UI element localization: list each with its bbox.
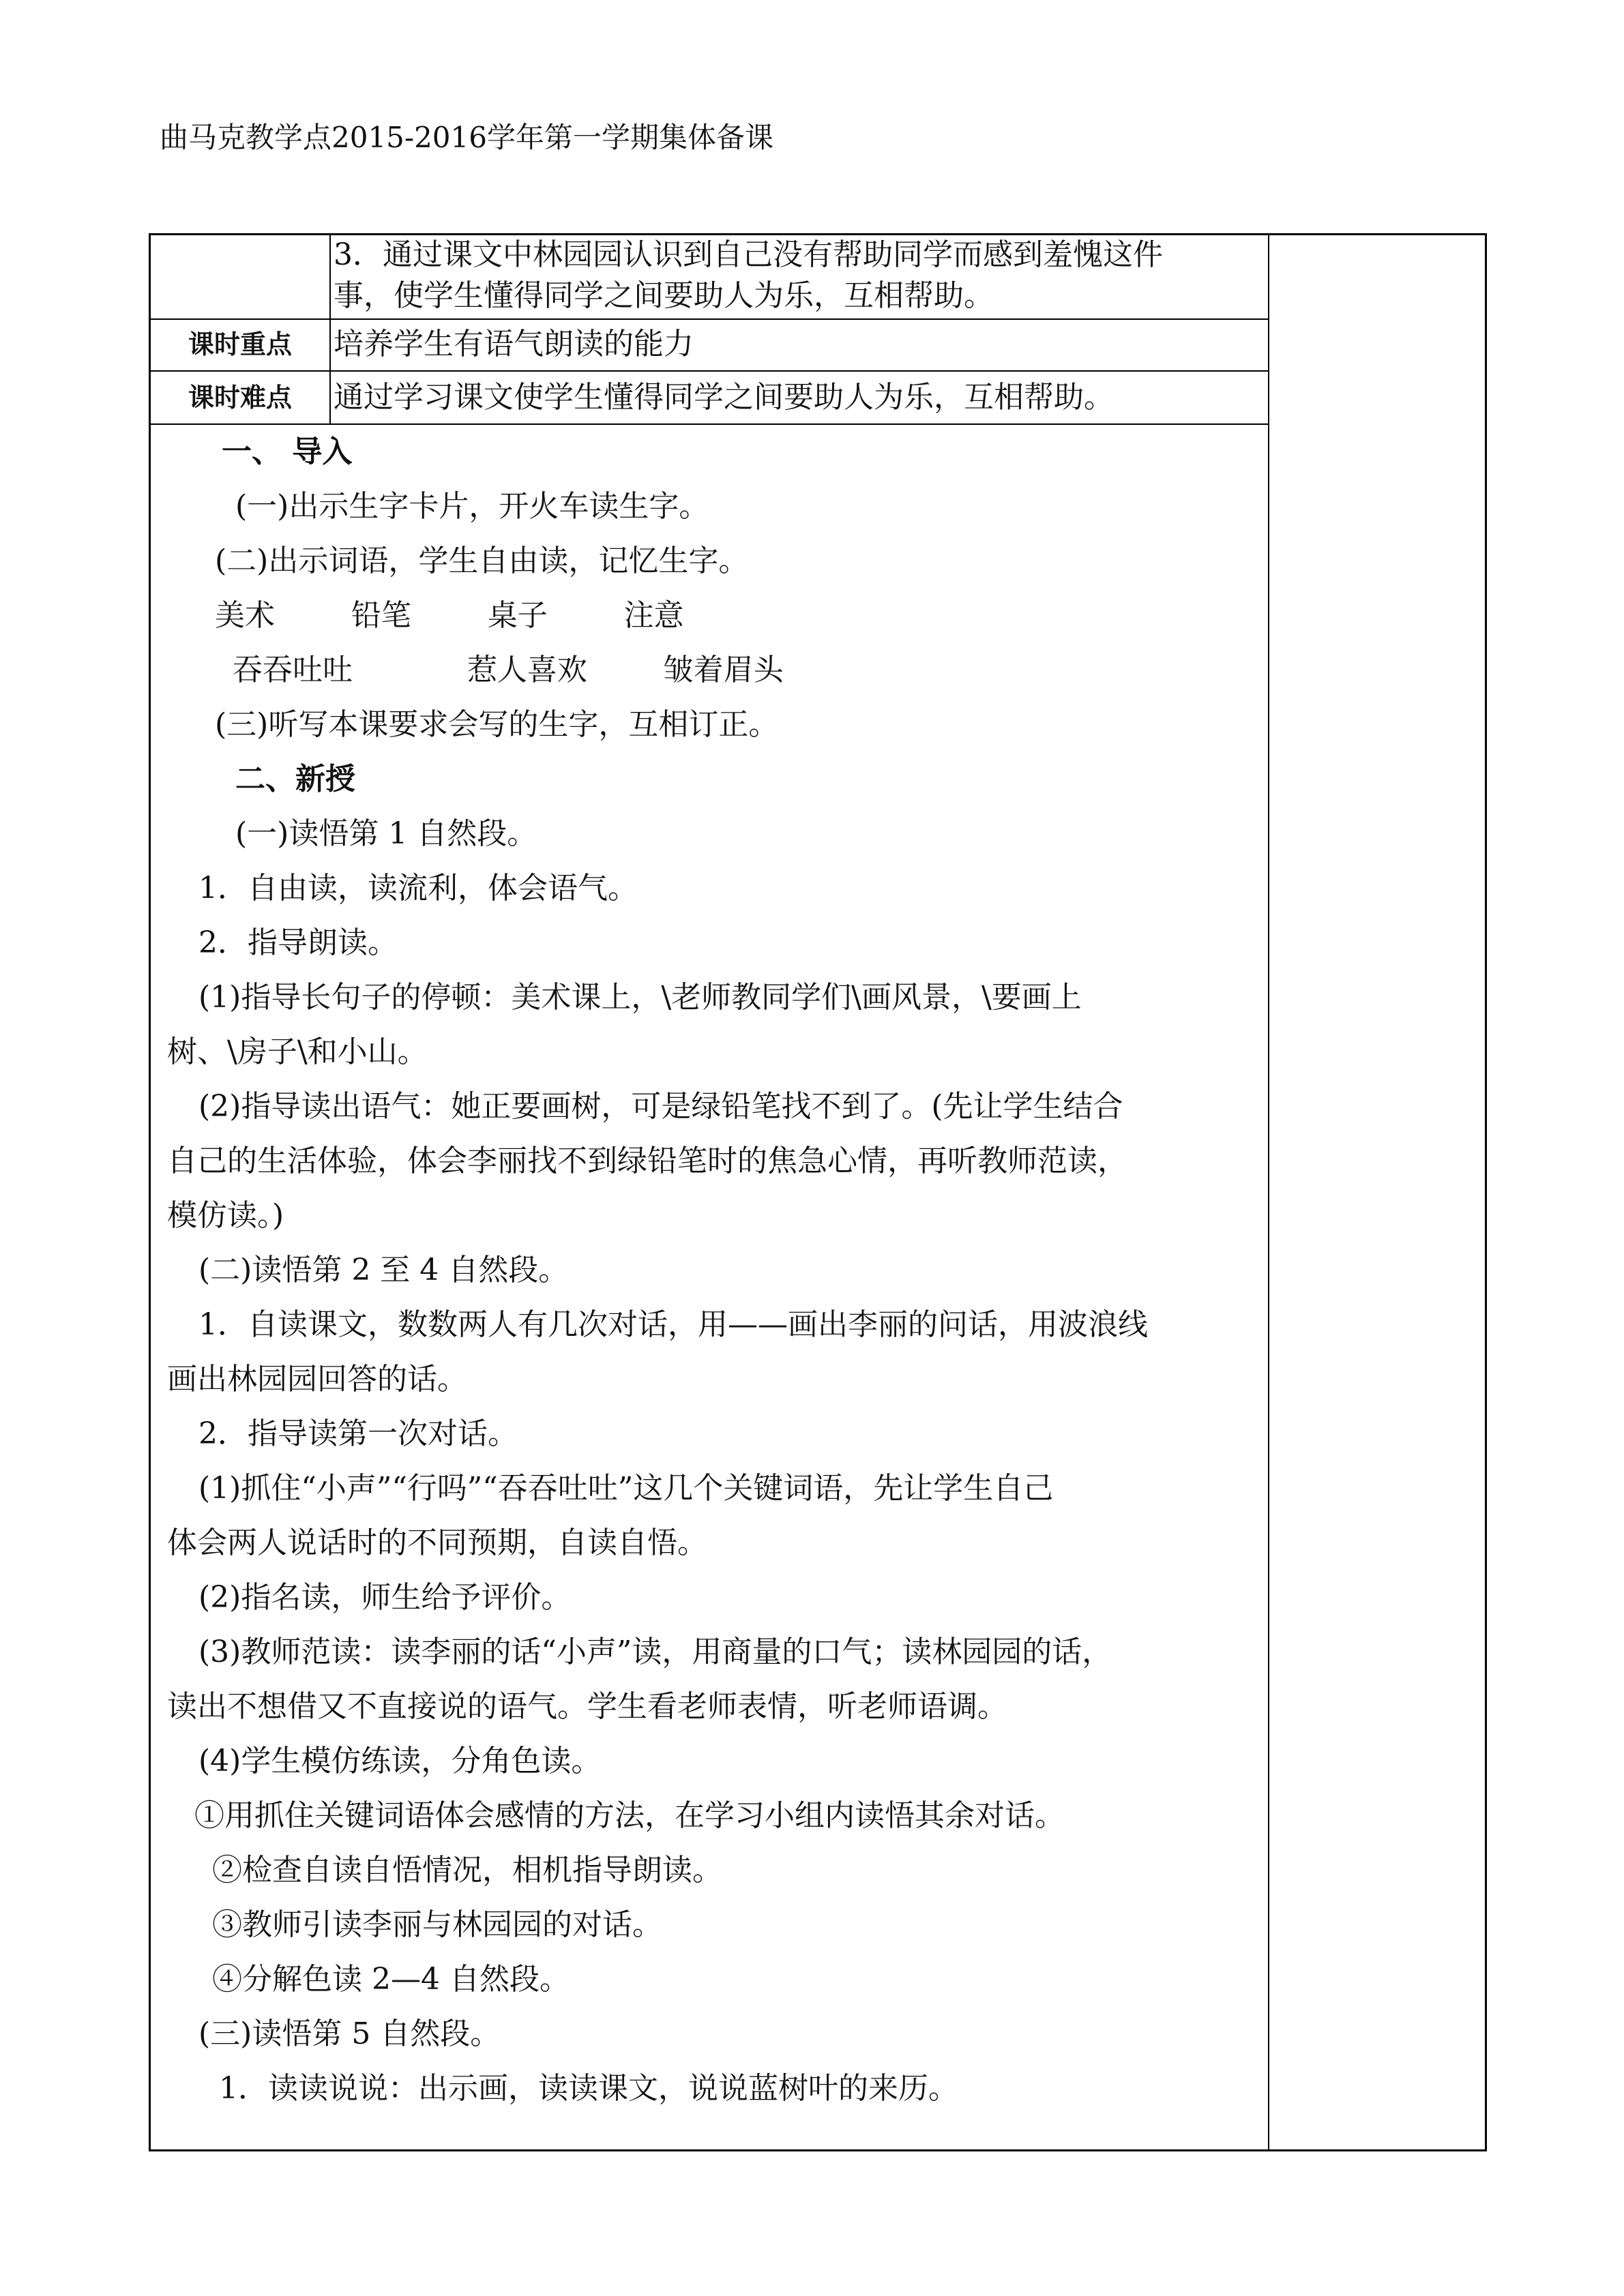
section-2-heading: 二、新授: [235, 762, 355, 796]
content-line: (2)指名读，师生给予评价。: [198, 1580, 572, 1615]
key-point-label: 课时重点: [188, 329, 292, 359]
content-line: (二)读悟第 2 至 4 自然段。: [198, 1253, 569, 1287]
right-column-divider: [1268, 235, 1269, 2151]
content-line: (1)指导长句子的停顿：美术课上，\老师教同学们\画风景，\要画上: [198, 980, 1082, 1015]
objective-3-line-2: 事，使学生懂得同学之间要助人为乐，互相帮助。: [334, 278, 994, 313]
content-line: ②检查自读自悟情况，相机指导朗读。: [212, 1853, 722, 1888]
content-line: 画出林园园回答的话。: [167, 1362, 467, 1397]
content-line: 体会两人说话时的不同预期，自读自悟。: [167, 1525, 707, 1560]
content-line: 2．指导朗读。: [198, 925, 398, 960]
difficulty-text: 通过学习课文使学生懂得同学之间要助人为乐，互相帮助。: [334, 380, 1114, 415]
content-line: (三)听写本课要求会写的生字，互相订正。: [215, 707, 779, 742]
content-line: 自己的生活体验，体会李丽找不到绿铅笔时的焦急心情，再听教师范读，: [167, 1144, 1127, 1178]
content-line: 1．读读说说：出示画，读读课文，说说蓝树叶的来历。: [219, 2071, 958, 2106]
content-line: (三)读悟第 5 自然段。: [198, 2016, 501, 2051]
objective-3-line-1: 3．通过课文中林园园认识到自己没有帮助同学而感到羞愧这件: [334, 237, 1163, 272]
difficulty-label: 课时难点: [188, 383, 292, 413]
page-header: 曲马克教学点2015-2016学年第一学期集体备课: [160, 121, 773, 154]
content-line: (3)教师范读：读李丽的话“小声”读，用商量的口气；读林园园的话，: [198, 1635, 1112, 1669]
lesson-plan-table: [149, 233, 1487, 2151]
key-point-text: 培养学生有语气朗读的能力: [334, 327, 694, 361]
content-line: (一)出示生字卡片，开火车读生字。: [235, 489, 709, 524]
content-line: (4)学生模仿练读，分角色读。: [198, 1744, 602, 1778]
content-line: (1)抓住“小声”“行吗”“吞吞吐吐”这几个关键词语，先让学生自己: [198, 1471, 1054, 1506]
content-line: (二)出示词语，学生自由读，记忆生字。: [215, 543, 749, 578]
content-line: ①用抓住关键词语体会感情的方法，在学习小组内读悟其余对话。: [194, 1798, 1065, 1833]
content-line: 读出不想借又不直接说的语气。学生看老师表情，听老师语调。: [167, 1689, 1007, 1724]
left-column-divider: [329, 235, 331, 423]
content-line: (2)指导读出语气：她正要画树，可是绿铅笔找不到了。(先让学生结合: [198, 1089, 1123, 1124]
content-line: 美术 铅笔 桌子 注意: [215, 598, 684, 633]
content-line: ④分解色读 2—4 自然段。: [212, 1962, 570, 1997]
content-line: 吞吞吐吐 惹人喜欢 皱着眉头: [233, 653, 784, 687]
section-1-heading: 一、 导入: [222, 434, 353, 469]
content-line: 树、\房子\和小山。: [167, 1034, 428, 1069]
content-line: 1．自读课文，数数两人有几次对话，用——画出李丽的问话，用波浪线: [198, 1307, 1148, 1342]
content-line: 模仿读。): [167, 1198, 284, 1233]
content-line: 1．自由读，读流利，体会语气。: [198, 871, 638, 906]
content-line: ③教师引读李丽与林园园的对话。: [212, 1907, 662, 1942]
content-line: (一)读悟第 1 自然段。: [235, 816, 537, 851]
content-line: 2．指导读第一次对话。: [198, 1416, 518, 1451]
